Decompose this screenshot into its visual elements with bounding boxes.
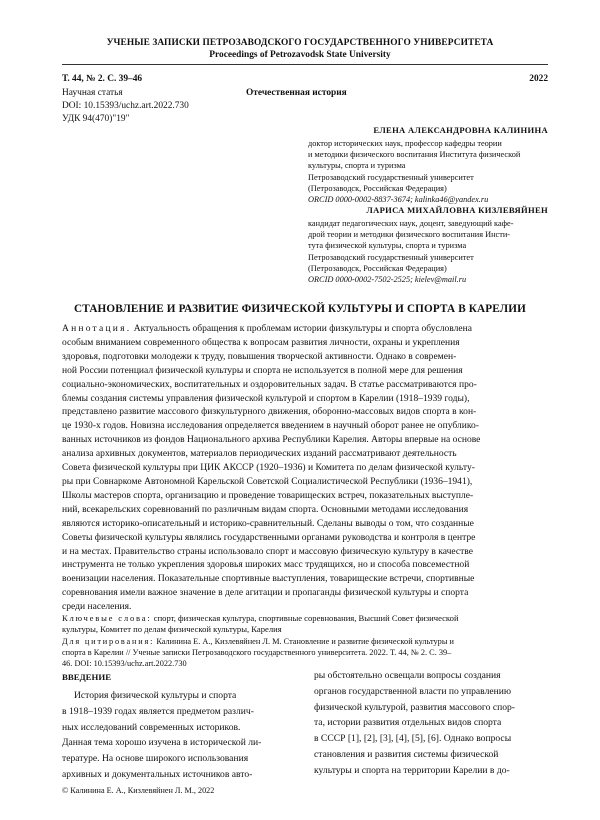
article-title: СТАНОВЛЕНИЕ И РАЗВИТИЕ ФИЗИЧЕСКОЙ КУЛЬТУРЫ И СПОРТА В КАРЕЛИИ bbox=[74, 303, 526, 315]
citation: Для цитирования: Калинина Е. А., Кизлевяйнен Л. М. Становление и развитие физической культуры и спорта в Карелии // Ученые записки Петрозаводского государственного университета. 2022. Т. 44, № 2. С. 39– 46. DOI: 10.15393/uchz.art.2022.730 bbox=[62, 637, 454, 668]
copyright: © Калинина Е. А., Кизлевяйнен Л. М., 2022 bbox=[62, 786, 215, 795]
author-name: ЕЛЕНА АЛЕКСАНДРОВНА КАЛИНИНА bbox=[373, 125, 548, 135]
journal-title-en: Proceedings of Petrozavodsk State University bbox=[209, 50, 391, 60]
udk: УДК 94(470)"19" bbox=[62, 114, 130, 124]
journal-title-ru: УЧЕНЫЕ ЗАПИСКИ ПЕТРОЗАВОДСКОГО ГОСУДАРСТВЕННОГО УНИВЕРСИТЕТА bbox=[106, 38, 494, 48]
author-orcid-email: ORCID 0000-0002-8837-3674; kalinka46@yandex.ru bbox=[308, 195, 489, 205]
intro-right-column: ры обстоятельно освещали вопросы создания органов государственной власти по управлению физической культурой, развития массового спор- та, истории развития отдельных видов спорта в СССР [1], [2], [3], [4], [5], [6]. Однако вопросы становления и развития системы физической культуры и спорта на территории Карелии в до- bbox=[314, 670, 515, 776]
author-affiliation: доктор исторических наук, профессор кафедры теории и методики физического воспитания Института физической культуры, спорта и туризма Петрозаводский государственный университет (Петрозаводск, Российская Федерация) ORCID 0000-0002-8837-3674; kalinka46@yandex.ru bbox=[308, 139, 521, 205]
header-divider bbox=[62, 64, 548, 65]
section-heading: ВВЕДЕНИЕ bbox=[62, 672, 112, 682]
author-affiliation: кандидат педагогических наук, доцент, заведующий кафе- дрой теории и методики физического воспитания Инсти- тута физической культуры, спорта и туризма Петрозаводский государственный университет (Петрозаводск, Российская Федерация) ORCID 0000-0002-7502-2525; kielev@mail.ru bbox=[308, 219, 514, 285]
author-name: ЛАРИСА МИХАЙЛОВНА КИЗЛЕВЯЙНЕН bbox=[366, 205, 548, 215]
abstract-label: Аннотация. bbox=[62, 323, 132, 334]
abstract: Аннотация. Актуальность обращения к проблемам истории физкультуры и спорта обусловлена особым вниманием современного общества к вопросам развития личности, охраны и укрепления здоровья, подготовки молодежи к труду, повышения творческой активности. Однако в современ- ной России потенциал физической культуры и спорта не используется в полной мере для решения социально-экономических, воспитательных и оздоровительных задач. В статье рассматриваются про- блемы создания системы управления физической культурой и спортом в Карелии (1918–1939 годы), представлено развитие массового физкультурного движения, оборонно-массовых видов спорта в кон- це 1930-х годов. Новизна исследования определяется введением в научный оборот ранее не опублико- ванных источников из фондов Национального архива Республики Карелия. Авторы впервые на основе анализа архивных документов, материалов периодических изданий рассматривают деятельность Совета физической культуры при ЦИК АКССР (1920–1936) и Комитета по делам физической культу- ры при Совнаркоме Автономной Карельской Советской Социалистической Республики (1936–1941), Школы мастеров спорта, организацию и проведение товарищеских встреч, показательных выступле- ний, всекарельских соревнований по различным видам спорта. Основными методами исследования являются историко-описательный и историко-сравнительный. Сделаны выводы о том, что созданные Советы физической культуры являлись государственными органами руководства и контроля в центре и на местах. Правительство страны использовало спорт и массовую физическую культуру в качестве инструмента не только укрепления здоровья широких масс трудящихся, но и способа повсеместной военизации населения. Показательные спортивные выступления, товарищеские встречи, спортивные соревнования имели важное значение в деле агитации и пропаганды физической культуры и спорта среди населения. bbox=[62, 323, 481, 613]
citation-label: Для цитирования: bbox=[62, 637, 155, 646]
keywords: Ключевые слова: спорт, физическая культура, спортивные соревнования, Высший Совет физической культуры, Комитет по делам физической культуры, Карелия bbox=[62, 613, 459, 635]
article-type: Научная статья bbox=[62, 88, 123, 98]
year: 2022 bbox=[529, 74, 548, 84]
volume-pages: Т. 44, № 2. С. 39–46 bbox=[62, 74, 143, 84]
doi: DOI: 10.15393/uchz.art.2022.730 bbox=[62, 101, 189, 111]
intro-left-column: История физической культуры и спорта в 1918–1939 годах является предметом различ- ных исследований современных историков. Данная тема хорошо изучена в исторической ли- тературе. На основе широкого использования архивных и документальных источников авто- bbox=[62, 690, 262, 780]
section-name: Отечественная история bbox=[246, 88, 347, 98]
author-orcid-email: ORCID 0000-0002-7502-2525; kielev@mail.ru bbox=[308, 275, 467, 285]
keywords-label: Ключевые слова: bbox=[62, 613, 152, 623]
